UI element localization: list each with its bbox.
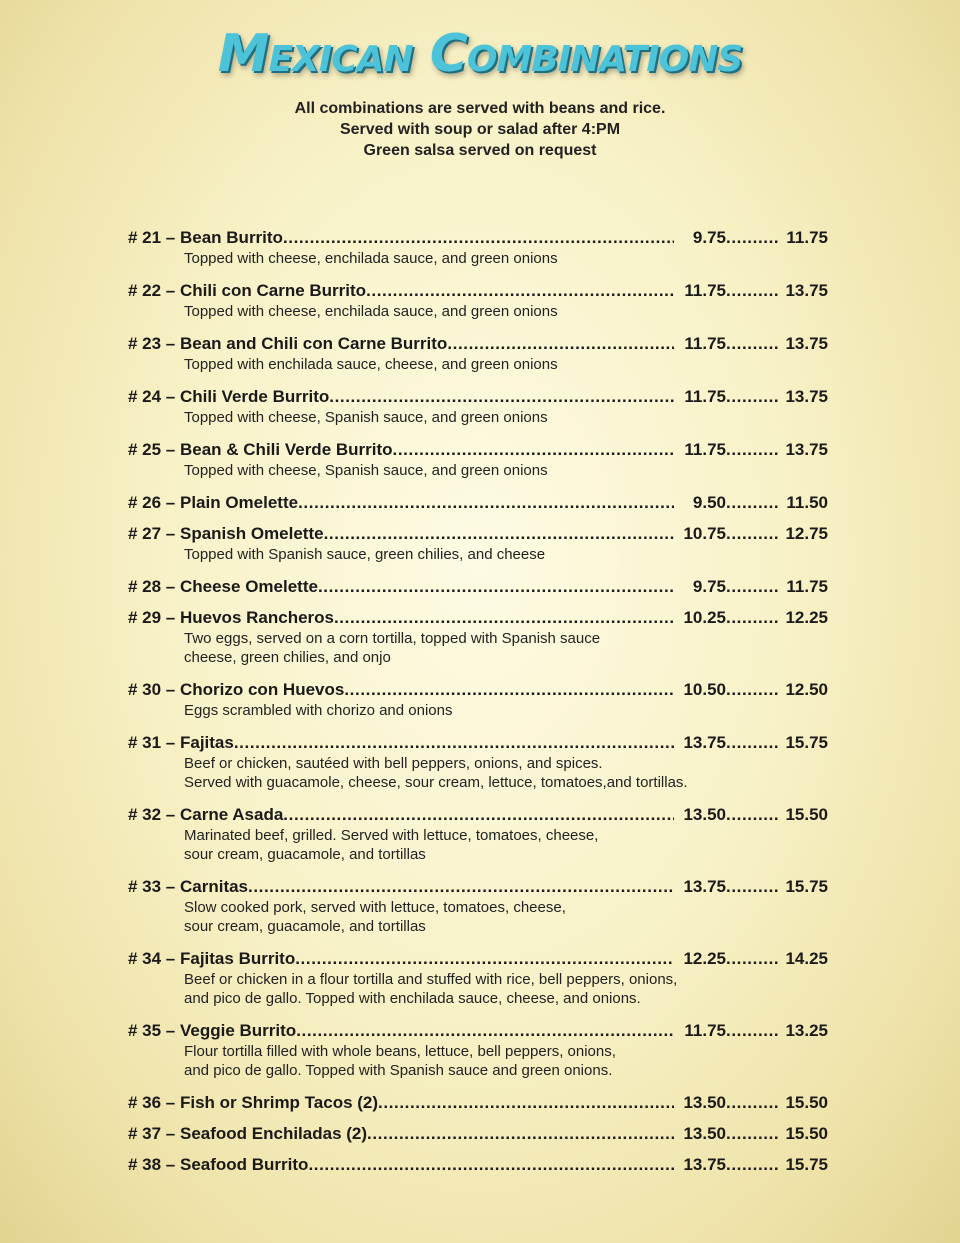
price-large: 15.50 xyxy=(785,1093,828,1112)
leader-dots xyxy=(726,732,778,754)
price-large: 12.50 xyxy=(785,680,828,699)
menu-item-row xyxy=(128,280,828,302)
menu-item-name: # 36 – Fish or Shrimp Tacos (2) xyxy=(128,1093,379,1112)
menu-item-row xyxy=(128,1123,828,1145)
menu-item-row xyxy=(128,1020,828,1042)
page-title: Mexican Combinations xyxy=(217,24,743,84)
price-small: 11.75 xyxy=(684,334,726,353)
menu-item-row xyxy=(128,1154,828,1176)
menu-item xyxy=(128,576,828,598)
leader-dots xyxy=(726,439,778,461)
menu-item xyxy=(128,333,828,374)
price-small: 13.50 xyxy=(683,1124,726,1143)
menu-item-description: Flour tortilla filled with whole beans, lettuce, bell peppers, onions, and pico de gallo. Topped with Spanish sauce and green onions. xyxy=(184,1043,616,1079)
leader-dots xyxy=(726,804,778,826)
price-large: 15.75 xyxy=(785,1155,828,1174)
subtitle-line: All combinations are served with beans and rice. xyxy=(294,100,666,117)
price-large: 12.75 xyxy=(785,524,828,543)
leader-dots xyxy=(334,607,674,629)
price-small: 12.25 xyxy=(683,949,726,968)
leader-dots xyxy=(283,227,674,249)
leader-dots xyxy=(726,227,778,249)
menu-item-name: # 37 – Seafood Enchiladas (2) xyxy=(128,1124,368,1143)
leader-dots xyxy=(726,1092,778,1114)
price-large: 15.75 xyxy=(785,733,828,752)
leader-dots xyxy=(234,732,674,754)
menu-item-row xyxy=(128,804,828,826)
price-large: 15.75 xyxy=(785,877,828,896)
menu-item-name: # 33 – Carnitas xyxy=(128,877,249,896)
price-small: 13.50 xyxy=(683,805,726,824)
leader-dots xyxy=(726,523,778,545)
price-large: 14.25 xyxy=(785,949,828,968)
menu-item xyxy=(128,607,828,667)
leader-dots xyxy=(726,876,778,898)
leader-dots xyxy=(447,333,674,355)
price-large: 13.75 xyxy=(785,440,828,459)
leader-dots xyxy=(393,439,674,461)
menu-item-description: Two eggs, served on a corn tortilla, topped with Spanish sauce cheese, green chilies, and onjo xyxy=(184,630,601,666)
menu-item xyxy=(128,804,828,864)
menu-item xyxy=(128,1092,828,1114)
menu-item-name: # 25 – Bean & Chili Verde Burrito xyxy=(128,440,393,459)
price-large: 11.50 xyxy=(786,493,828,512)
menu-item-row xyxy=(128,679,828,701)
menu-item-row xyxy=(128,732,828,754)
leader-dots xyxy=(726,1123,778,1145)
menu-item-name: # 29 – Huevos Rancheros xyxy=(128,608,334,627)
menu-item xyxy=(128,1154,828,1176)
price-large: 12.25 xyxy=(785,608,828,627)
price-large: 11.75 xyxy=(786,228,828,247)
leader-dots xyxy=(726,1154,778,1176)
subtitle xyxy=(0,98,960,161)
menu-item-row xyxy=(128,1092,828,1114)
price-large: 15.50 xyxy=(785,805,828,824)
menu-item xyxy=(128,227,828,268)
menu-item xyxy=(128,732,828,792)
menu-item xyxy=(128,523,828,564)
subtitle-line: Served with soup or salad after 4:PM xyxy=(339,121,621,138)
leader-dots xyxy=(295,948,674,970)
menu-item-row xyxy=(128,948,828,970)
menu-item-description: Beef or chicken in a flour tortilla and stuffed with rice, bell peppers, onions, and pico de gallo. Topped with enchilada sauce, cheese, and onions. xyxy=(184,971,678,1007)
menu-item-description: Beef or chicken, sautéed with bell peppers, onions, and spices. Served with guacamole, cheese, sour cream, lettuce, tomatoes,and tortillas. xyxy=(184,755,688,791)
menu-item xyxy=(128,1020,828,1080)
menu-item-row xyxy=(128,876,828,898)
price-small: 10.25 xyxy=(683,608,726,627)
price-small: 13.75 xyxy=(683,733,726,752)
leader-dots xyxy=(318,576,674,598)
menu-item xyxy=(128,1123,828,1145)
subtitle-line: Green salsa served on request xyxy=(363,142,597,159)
price-small: 10.50 xyxy=(683,680,726,699)
price-small: 11.75 xyxy=(684,281,726,300)
leader-dots xyxy=(329,386,674,408)
price-small: 11.75 xyxy=(684,440,726,459)
price-large: 13.75 xyxy=(785,334,828,353)
menu-item xyxy=(128,492,828,514)
menu-item-description: Slow cooked pork, served with lettuce, tomatoes, cheese, sour cream, guacamole, and tortillas xyxy=(184,899,566,935)
menu-item-name: # 32 – Carne Asada xyxy=(128,805,284,824)
leader-dots xyxy=(726,576,778,598)
menu-item-description: Topped with enchilada sauce, cheese, and green onions xyxy=(184,356,558,373)
price-small: 13.75 xyxy=(683,1155,726,1174)
menu-item-name: # 27 – Spanish Omelette xyxy=(128,524,324,543)
leader-dots xyxy=(324,523,674,545)
menu-item-description: Topped with Spanish sauce, green chilies, and cheese xyxy=(184,546,546,563)
menu-item-name: # 30 – Chorizo con Huevos xyxy=(128,680,345,699)
menu-item-description: Marinated beef, grilled. Served with lettuce, tomatoes, cheese, sour cream, guacamole, and tortillas xyxy=(184,827,599,863)
price-small: 9.75 xyxy=(692,228,726,247)
price-small: 13.75 xyxy=(683,877,726,896)
menu-item-name: # 23 – Bean and Chili con Carne Burrito xyxy=(128,334,448,353)
menu-item-name: # 31 – Fajitas xyxy=(128,733,234,752)
leader-dots xyxy=(726,1020,778,1042)
menu-item-row xyxy=(128,227,828,249)
leader-dots xyxy=(298,492,674,514)
menu-item-row xyxy=(128,333,828,355)
price-small: 10.75 xyxy=(683,524,726,543)
menu-item-row xyxy=(128,607,828,629)
price-large: 11.75 xyxy=(786,577,828,596)
leader-dots xyxy=(726,679,778,701)
leader-dots xyxy=(296,1020,674,1042)
menu-item-description: Topped with cheese, enchilada sauce, and green onions xyxy=(184,303,558,320)
menu-item-name: # 26 – Plain Omelette xyxy=(128,493,299,512)
leader-dots xyxy=(726,948,778,970)
menu-item-row xyxy=(128,439,828,461)
price-small: 9.75 xyxy=(692,577,726,596)
menu-item xyxy=(128,948,828,1008)
menu-item-name: # 34 – Fajitas Burrito xyxy=(128,949,296,968)
price-large: 15.50 xyxy=(785,1124,828,1143)
menu-item-row xyxy=(128,386,828,408)
menu-item-description: Topped with cheese, enchilada sauce, and green onions xyxy=(184,250,558,267)
menu-item-description: Eggs scrambled with chorizo and onions xyxy=(184,702,453,719)
leader-dots xyxy=(283,804,674,826)
menu-item xyxy=(128,679,828,720)
menu-item xyxy=(128,876,828,936)
price-small: 9.50 xyxy=(692,493,726,512)
price-large: 13.25 xyxy=(785,1021,828,1040)
menu-list xyxy=(128,227,828,1185)
menu-item-name: # 22 – Chili con Carne Burrito xyxy=(128,281,367,300)
menu-item-name: # 35 – Veggie Burrito xyxy=(128,1021,297,1040)
menu-item-name: # 24 – Chili Verde Burrito xyxy=(128,387,330,406)
menu-item xyxy=(128,439,828,480)
menu-item-description: Topped with cheese, Spanish sauce, and green onions xyxy=(184,462,548,479)
menu-item-name: # 21 – Bean Burrito xyxy=(128,228,283,247)
menu-item-row xyxy=(128,523,828,545)
leader-dots xyxy=(726,280,778,302)
menu-item-row xyxy=(128,576,828,598)
menu-item xyxy=(128,386,828,427)
leader-dots xyxy=(308,1154,674,1176)
leader-dots xyxy=(344,679,674,701)
menu-item-description: Topped with cheese, Spanish sauce, and green onions xyxy=(184,409,548,426)
leader-dots xyxy=(726,607,778,629)
price-large: 13.75 xyxy=(785,387,828,406)
menu-item-name: # 38 – Seafood Burrito xyxy=(128,1155,309,1174)
menu-item-name: # 28 – Cheese Omelette xyxy=(128,577,318,596)
price-small: 11.75 xyxy=(684,1021,726,1040)
price-large: 13.75 xyxy=(785,281,828,300)
leader-dots xyxy=(248,876,674,898)
menu-item xyxy=(128,280,828,321)
price-small: 11.75 xyxy=(684,387,726,406)
leader-dots xyxy=(726,492,778,514)
leader-dots xyxy=(367,1123,674,1145)
price-small: 13.50 xyxy=(683,1093,726,1112)
leader-dots xyxy=(726,386,778,408)
leader-dots xyxy=(726,333,778,355)
leader-dots xyxy=(366,280,674,302)
menu-item-row xyxy=(128,492,828,514)
leader-dots xyxy=(378,1092,674,1114)
